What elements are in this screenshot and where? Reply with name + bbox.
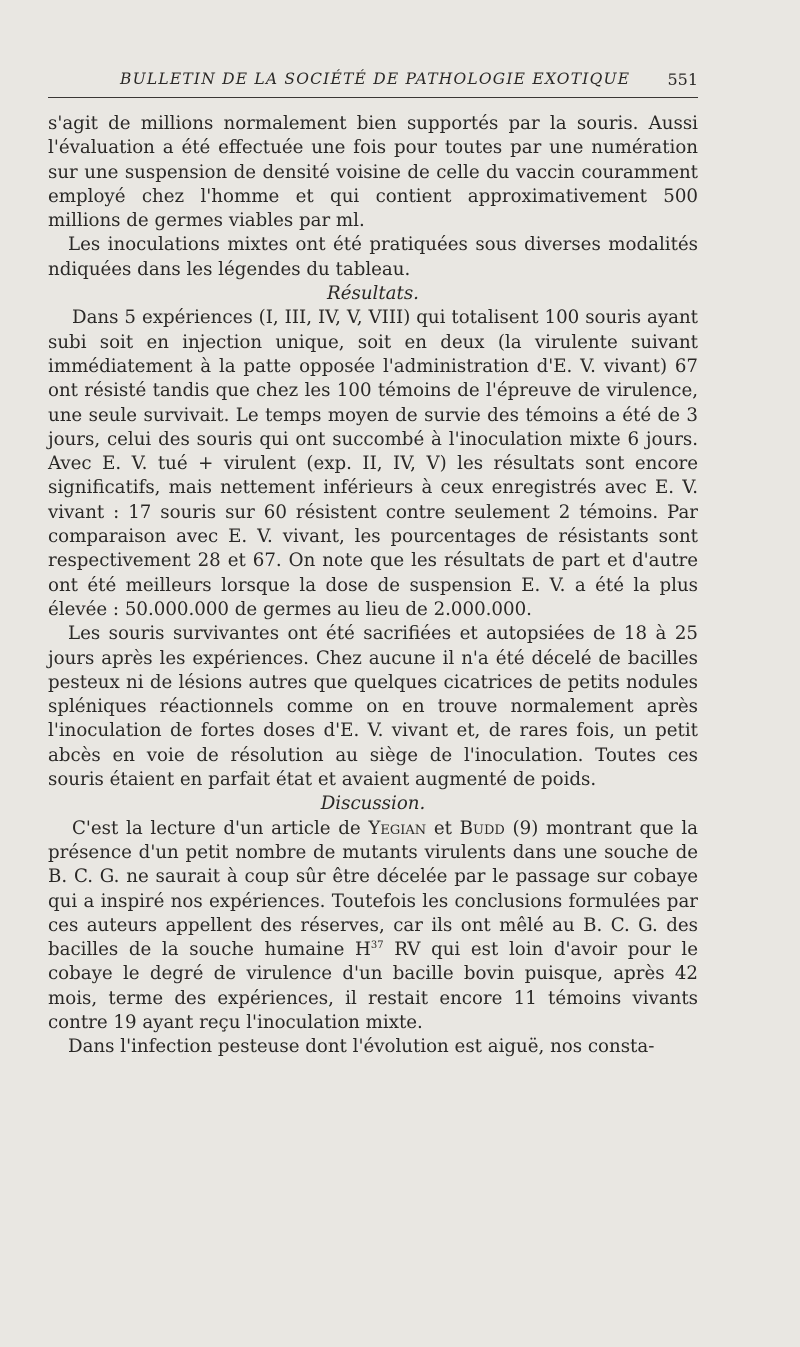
section-heading-discussion: Discussion.	[320, 793, 426, 815]
journal-title: BULLETIN DE LA SOCIÉTÉ DE PATHOLOGIE EXOTIQUE	[120, 70, 631, 88]
paragraph-autopsy: Les souris survivantes ont été sacrifiées et autopsiées de 18 à 25 jours après les expériences. Chez aucune il n'a été décelé de bacilles pesteux ni de lésions autres que quelques cicatrices de petits nodules spléniques réactionnels comme on en trouve normalement après l'inoculation de fortes doses d'E. V. vivant et, de rares fois, un petit abcès en voie de résolution au siège de l'inoculation. Toutes ces souris étaient en parfait état et avaient augmenté de poids.	[48, 623, 698, 791]
paragraph-inoculations: Les inoculations mixtes ont été pratiquées sous diverses modalités ndiquées dans les légendes du tableau.	[48, 234, 698, 280]
paragraph-discussion	[48, 817, 698, 1036]
paragraph-plague-infection: Dans l'infection pesteuse dont l'évolution est aiguë, nos consta-	[68, 1036, 655, 1058]
page-body	[48, 112, 698, 1060]
running-header	[48, 68, 698, 98]
superscript: 37	[370, 940, 384, 952]
text-fragment: RV qui est loin d'avoir pour le cobaye le degré de virulence d'un bacille bovin puisque, après 42 mois, terme des expériences, il restait encore 11 témoins vivants contre 19 ayant reçu l'inoculation mixte.	[48, 939, 698, 1033]
paragraph-results: Dans 5 expériences (I, III, IV, V, VIII) qui totalisent 100 souris ayant subi soit en injection unique, soit en deux (la virulente suivant immédiatement à la patte opposée l'administration d'E. V. vivant) 67 ont résisté tandis que chez les 100 témoins de l'épreuve de virulence, une seule survivait. Le temps moyen de survie des témoins a été de 3 jours, celui des souris qui ont succombé à l'inoculation mixte 6 jours. Avec E. V. tué + virulent (exp. II, IV, V) les résultats sont encore significatifs, mais nettement inférieurs à ceux enregistrés avec E. V. vivant : 17 souris sur 60 résistent contre seulement 2 témoins. Par comparaison avec E. V. vivant, les pourcentages de résistants sont respectivement 28 et 67. On note que les résultats de part et d'autre ont été meilleurs lorsque la dose de suspension E. V. a été la plus élevée : 50.000.000 de germes au lieu de 2.000.000.	[48, 307, 698, 620]
text-fragment: C'est la lecture d'un article de	[72, 817, 369, 839]
author-name: Budd	[459, 817, 505, 839]
paragraph-continuation: s'agit de millions normalement bien supportés par la souris. Aussi l'évaluation a été effectuée une fois pour toutes par une numération sur une suspension de densité voisine de celle du vaccin couramment employé chez l'homme et qui contient approximativement 500 millions de germes viables par ml.	[48, 113, 698, 232]
header-rule	[48, 97, 698, 98]
section-heading-results: Résultats.	[327, 283, 419, 305]
author-name: Yegian	[368, 817, 427, 839]
page-number: 551	[667, 70, 698, 89]
text-fragment: et	[426, 817, 460, 839]
text-fragment: (9) montrant que la présence d'un petit nombre de mutants virulents dans une souche de B. C. G. ne saurait à coup sûr être décelée par le passage sur cobaye qui a inspiré nos expériences. Toutefois les conclusions formulées par ces auteurs appellent des réserves, car ils ont mêlé au B. C. G. des bacilles de la souche humaine H	[48, 817, 698, 961]
